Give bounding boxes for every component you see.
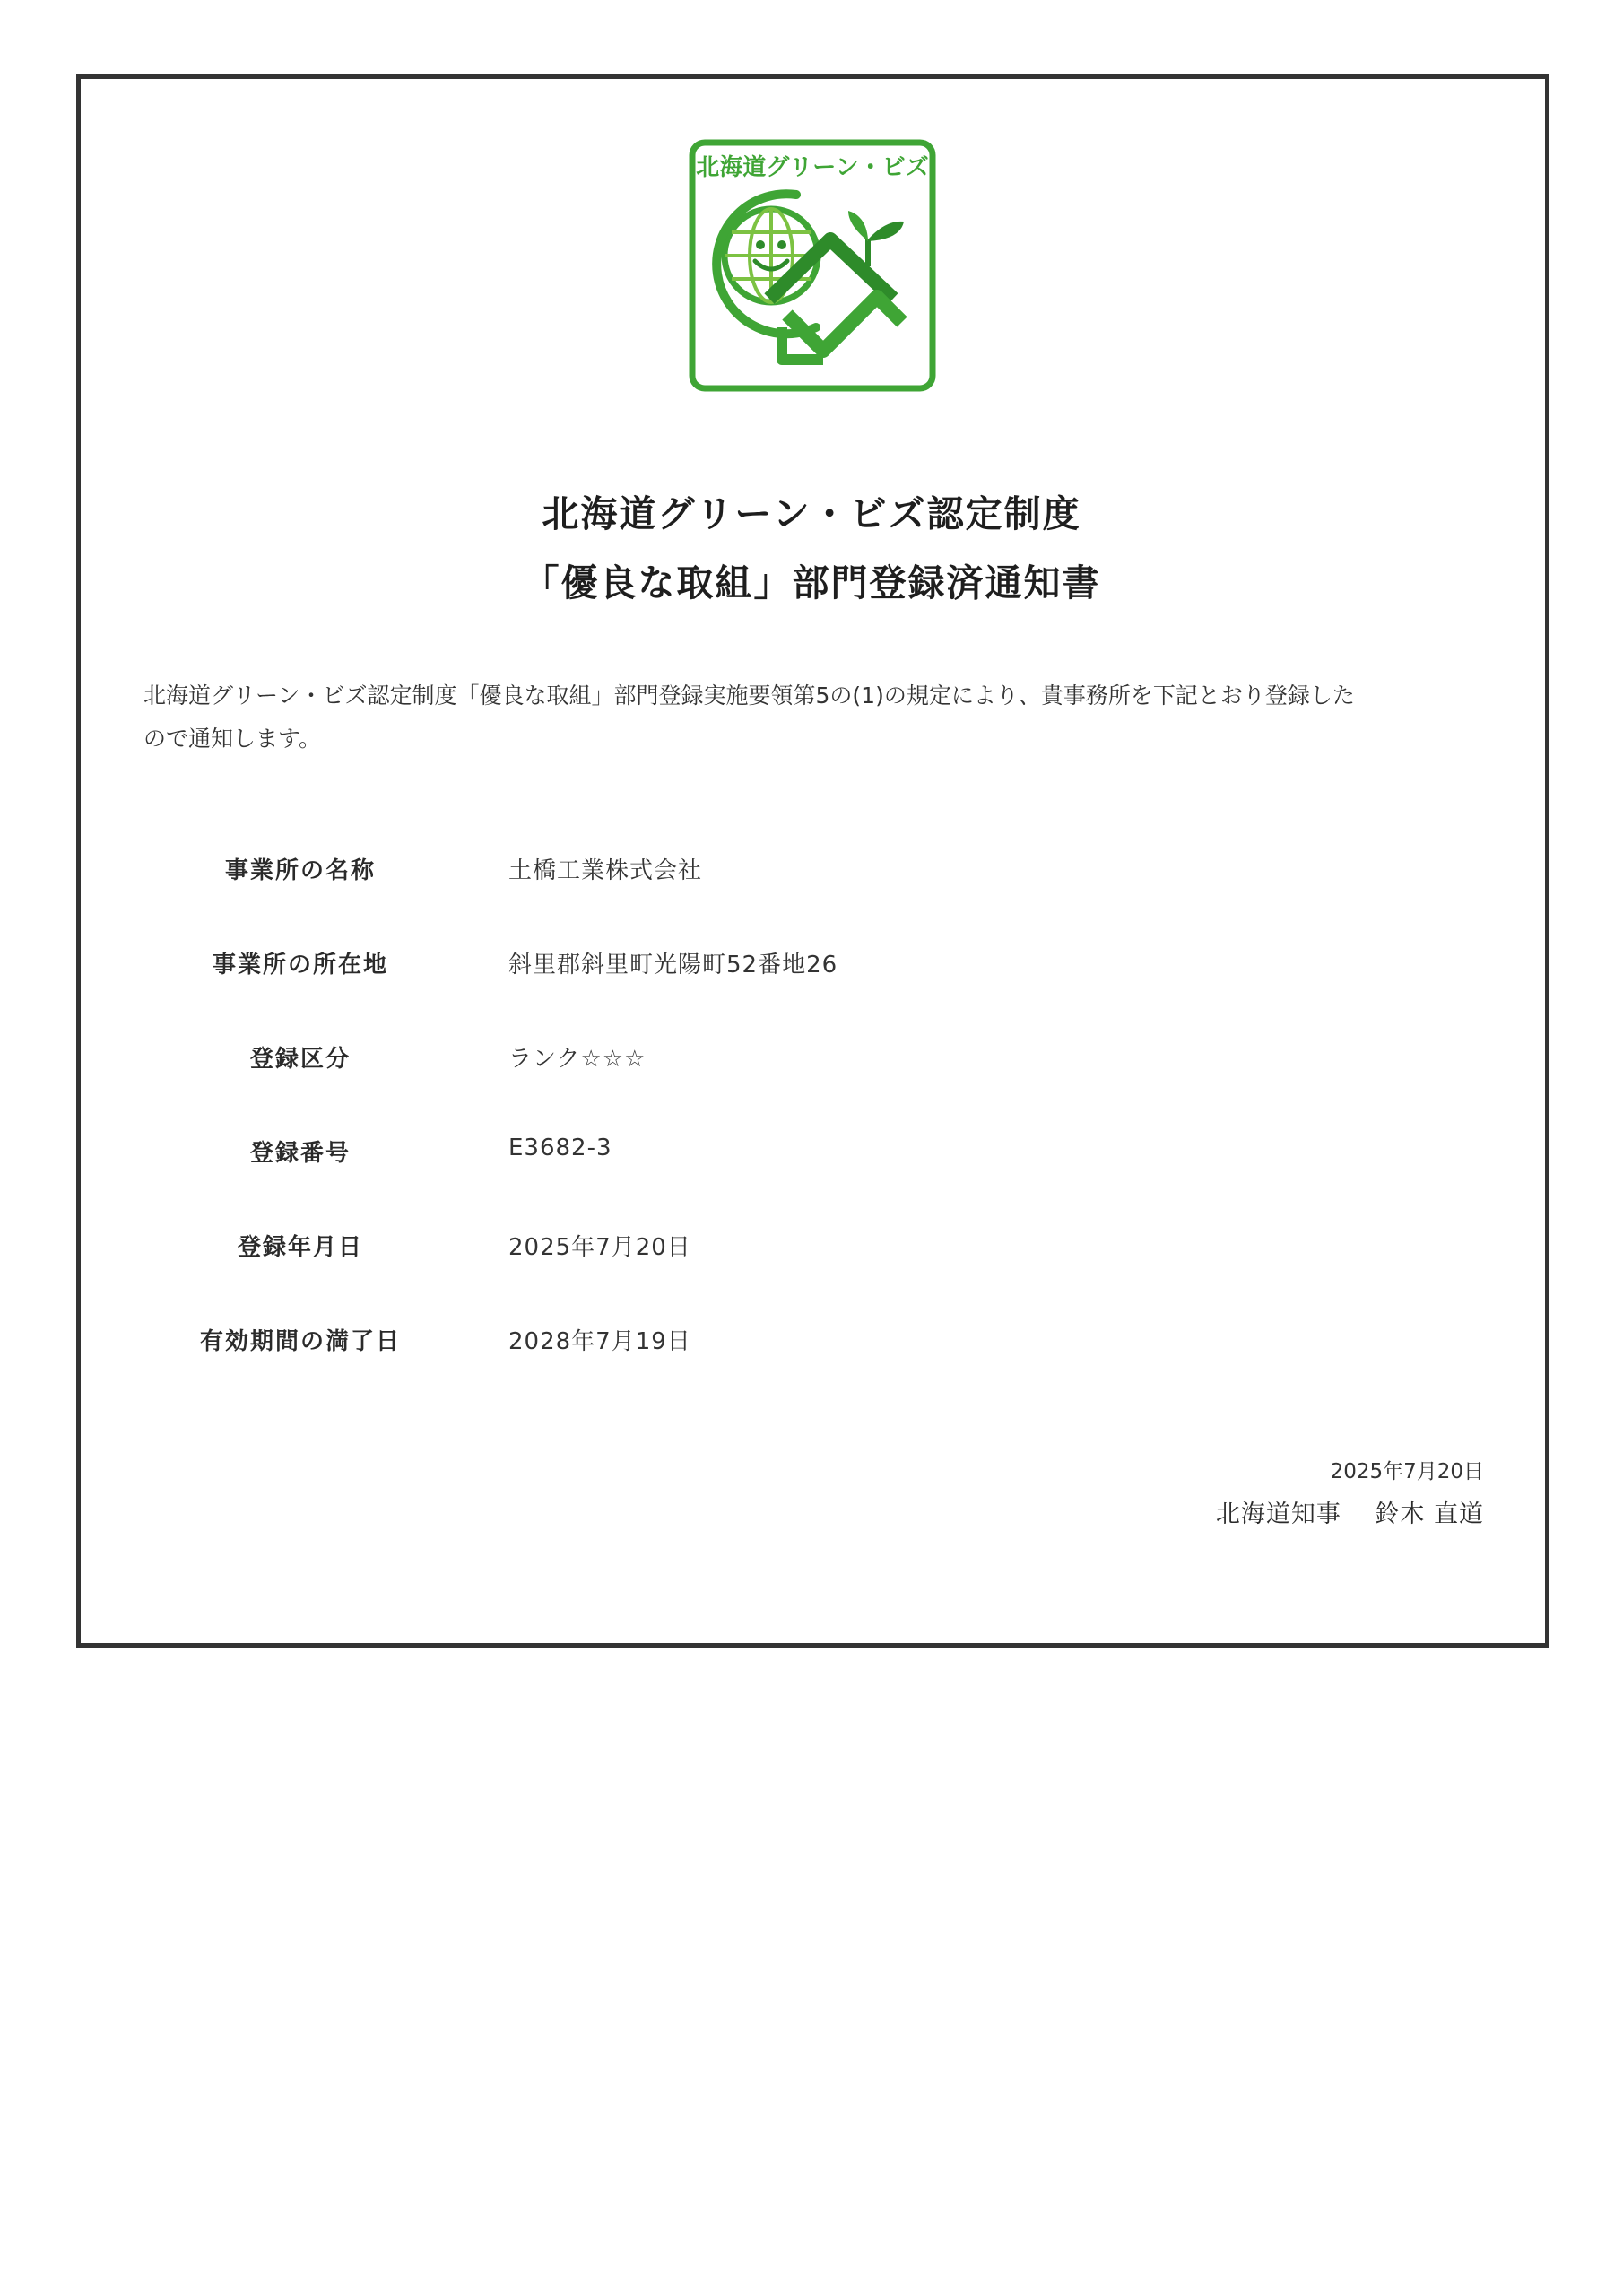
field-value: 2025年7月20日 bbox=[508, 1234, 691, 1261]
field-row bbox=[0, 1135, 1623, 1179]
field-value: 2028年7月19日 bbox=[508, 1328, 691, 1355]
hokkaido-green-biz-logo bbox=[689, 139, 936, 392]
logo-text: 北海道グリーン・ビズ bbox=[696, 154, 929, 181]
field-label: 登録年月日 bbox=[237, 1234, 363, 1261]
field-label: 事業所の所在地 bbox=[212, 952, 388, 978]
field-row bbox=[0, 852, 1623, 897]
issuer-name: 北海道知事 鈴木 直道 bbox=[1215, 1500, 1484, 1528]
field-label: 事業所の名称 bbox=[224, 857, 376, 884]
field-label: 登録区分 bbox=[249, 1046, 351, 1073]
document-title-line2: 「優良な取組」部門登録済通知書 bbox=[522, 561, 1101, 604]
field-label: 有効期間の満了日 bbox=[199, 1328, 401, 1355]
field-value: ランク☆☆☆ bbox=[508, 1046, 647, 1073]
field-value: 斜里郡斜里町光陽町52番地26 bbox=[508, 952, 838, 978]
intro-paragraph bbox=[143, 674, 1488, 761]
intro-line1: 北海道グリーン・ビズ認定制度「優良な取組」部門登録実施要領第5の(1)の規定により、貴事務所を下記とおり登録した bbox=[143, 683, 1355, 709]
field-label: 登録番号 bbox=[249, 1140, 351, 1167]
field-row bbox=[0, 1229, 1623, 1274]
field-row bbox=[0, 946, 1623, 991]
field-row bbox=[0, 1040, 1623, 1085]
intro-line2: ので通知します。 bbox=[143, 726, 322, 752]
field-value: 土橋工業株式会社 bbox=[508, 857, 703, 884]
document-title-line1: 北海道グリーン・ビズ認定制度 bbox=[542, 492, 1081, 535]
field-value: E3682-3 bbox=[508, 1135, 612, 1161]
issue-date: 2025年7月20日 bbox=[1330, 1460, 1484, 1483]
field-row bbox=[0, 1323, 1623, 1368]
